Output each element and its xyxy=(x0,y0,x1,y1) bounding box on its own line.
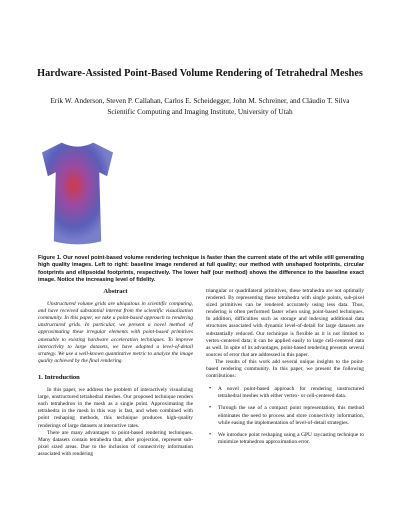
figure-panel-circular xyxy=(202,133,281,253)
intro-paragraph-1: In this paper, we address the problem of interactively visualizing large, unstructured tetrahedral meshes. Our proposed technique renders each tetrahedron in the mesh as a single point. Approximating the tetrahedra in the mesh in this way is fast, and when combined with point reshaping methods, this technique produces high-quality renderings of large datasets at interactive rates. xyxy=(38,387,193,429)
contribution-item: • A novel point-based approach for rendering unstructured tetrahedral meshes with either vertex- or cell-centered data. xyxy=(206,386,364,400)
paper-authors: Erik W. Anderson, Steven P. Callahan, Carlos E. Scheidegger, John M. Schreiner, and Cláudio T. Silva xyxy=(50,96,350,105)
contribution-item: • Through the use of a compact point representation, this method eliminates the need to process and store connectivity information, while easing the implementation of level-of-detail strategies. xyxy=(206,405,364,426)
paper-affiliation: Scientific Computing and Imaging Institute, University of Utah xyxy=(107,107,293,116)
contribution-item: • We introduce point reshaping using a GPU raycasting technique to minimize tetrahedron approximation error. xyxy=(206,432,364,446)
right-paragraph-2: The results of this work add several unique insights to the point-based rendering community. In this paper, we present the following contributions: xyxy=(206,358,364,380)
right-paragraph-1: triangular or quadrilateral primitives, these tetrahedra are not optimally rendered. By representing these tetrahedra with single points, sub-pixel sized primitives can be rendered accurately using less data. Thus, rendering is often performed faster when using point-based techniques. In addition, difficulties such as storage and indexing additional data structures associated with dynamic level-of-detail for large datasets are substantially reduced. Our technique is flexible as it is not limited to vertex-centered data; it can be applied easily to large cell-centered data as well. In spite of its advantages, point-based rendering presents several sources of error that are addressed in this paper. xyxy=(206,288,364,358)
abstract-text: Unstructured volume grids are ubiquitous in scientific computing, and have received substantial interest from the scientific visualization community. In this paper, we take a point-based approach to rendering unstructured grids. In particular, we present a novel method of approximating these irregular elements with point-based primitives amenable to existing hardware acceleration techniques. To improve interactivity to large datasets, we have adopted a level-of-detail strategy. We use a well-known quantitative metric to analyze the image quality achieved by the final rendering. xyxy=(38,301,193,364)
intro-paragraph-2: There are many advantages to point-based rendering techniques. Many datasets contain tetrahedra that, after projection, represent sub-pixel sized areas. Due to the inclusion of connectivity information associated with rendering xyxy=(38,429,193,457)
figure-caption: Figure 1. Our novel point-based volume rendering technique is faster than the current state of the art while still generating high quality images. Left to right: baseline image rendered at full quality; our method with unshaped footprints, circular footprints and ellipsoidal footprints, respectively. The lower half (our method) shows the difference to the baseline exact image. Notice the increasing level of fidelity. xyxy=(38,255,364,283)
figure-panel-ellipsoidal xyxy=(284,133,364,253)
abstract-heading: Abstract xyxy=(103,288,128,295)
figure-panel-baseline xyxy=(38,133,117,253)
figure-panel-unshaped xyxy=(120,133,199,253)
paper-title: Hardware-Assisted Point-Based Volume Rendering of Tetrahedral Meshes xyxy=(37,68,363,79)
intro-heading: 1. Introduction xyxy=(38,373,80,381)
contributions-list xyxy=(206,386,364,446)
left-column xyxy=(38,288,193,458)
teaser-figure xyxy=(38,133,364,253)
teaser-figure-svg xyxy=(38,133,364,253)
right-column xyxy=(206,288,364,451)
